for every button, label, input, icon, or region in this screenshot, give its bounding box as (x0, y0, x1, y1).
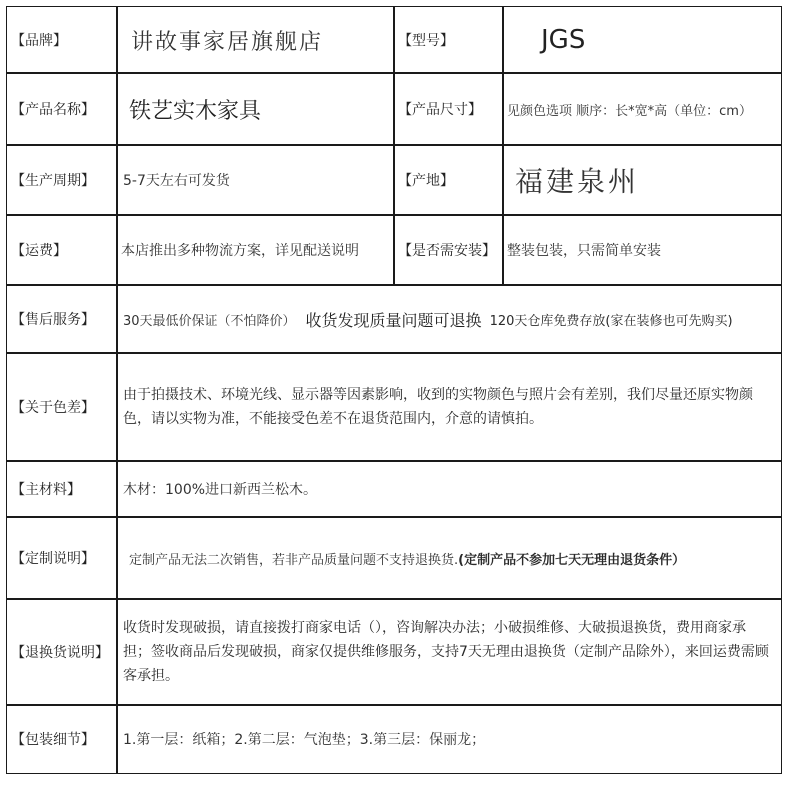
after-sales-label: 【售后服务】 (11, 312, 95, 328)
model-value: JGS (541, 25, 586, 55)
model-label-cell (393, 6, 504, 74)
brand-label: 【品牌】 (11, 33, 67, 49)
origin-value: 福建泉州 (515, 165, 640, 198)
install-value: 整装包装，只需简单安装 (507, 243, 661, 259)
return-label-cell (6, 598, 118, 706)
product-size-label: 【产品尺寸】 (398, 102, 482, 118)
main-material-label: 【主材料】 (11, 482, 81, 498)
freight-label-cell (6, 214, 118, 286)
product-info-table (6, 6, 782, 774)
custom-label-cell (6, 516, 118, 600)
origin-label: 【产地】 (398, 173, 454, 189)
freight-label: 【运费】 (11, 243, 67, 259)
custom-no-return-text: (定制产品不参加七天无理由退货条件） (458, 552, 686, 568)
name-value-cell (116, 72, 395, 146)
material-value-cell (116, 460, 782, 518)
custom-note-text: 定制产品无法二次销售，若非产品质量问题不支持退换货. (129, 552, 459, 568)
service-label-cell (6, 284, 118, 354)
period-value-cell (116, 144, 395, 216)
freight-value: 本店推出多种物流方案，详见配送说明 (121, 243, 359, 259)
name-label-cell (6, 72, 118, 146)
pack-value-cell (116, 704, 782, 774)
brand-label-cell (6, 6, 118, 74)
period-label-cell (6, 144, 118, 216)
color-difference-label: 【关于色差】 (11, 400, 95, 416)
price-guarantee-text: 30天最低价保证（不怕降价） (123, 313, 296, 329)
brand-value-cell (116, 6, 395, 74)
color-difference-text: 由于拍摄技术、环境光线、显示器等因素影响，收到的实物颜色与照片会有差别，我们尽量还原实物颜色，请以实物为准，不能接受色差不在退货范围内，介意的请慎拍。 (123, 387, 753, 427)
model-value-cell (502, 6, 782, 74)
color-label-cell (6, 352, 118, 462)
main-material-value: 木材：100%进口新西兰松木。 (123, 482, 318, 498)
size-value-cell (502, 72, 782, 146)
return-value-cell (116, 598, 782, 706)
production-period-value: 5-7天左右可发货 (123, 173, 230, 189)
freight-value-cell (116, 214, 395, 286)
origin-value-cell (502, 144, 782, 216)
free-storage-text: 120天仓库免费存放(家在装修也可先购买) (489, 313, 733, 329)
origin-label-cell (393, 144, 504, 216)
material-label-cell (6, 460, 118, 518)
product-name-label: 【产品名称】 (11, 102, 95, 118)
product-name-value: 铁艺实木家具 (129, 98, 262, 124)
service-value-cell (116, 284, 782, 354)
custom-value-cell (116, 516, 782, 600)
quality-return-text: 收货发现质量问题可退换 (305, 310, 482, 330)
install-value-cell (502, 214, 782, 286)
return-policy-label: 【退换货说明】 (11, 645, 109, 661)
install-label: 【是否需安装】 (398, 243, 496, 259)
production-period-label: 【生产周期】 (11, 173, 95, 189)
size-label-cell (393, 72, 504, 146)
install-label-cell (393, 214, 504, 286)
pack-label-cell (6, 704, 118, 774)
packaging-value: 1.第一层：纸箱；2.第二层：气泡垫；3.第三层：保丽龙； (123, 732, 486, 748)
model-label: 【型号】 (398, 33, 454, 49)
packaging-label: 【包装细节】 (11, 732, 95, 748)
product-size-value: 见颜色选项 顺序：长*宽*高（单位：cm） (507, 103, 752, 119)
custom-label: 【定制说明】 (11, 551, 95, 567)
color-value-cell (116, 352, 782, 462)
brand-value: 讲故事家居旗舰店 (131, 29, 324, 55)
return-policy-text: 收货时发现破损，请直接拨打商家电话（），咨询解决办法；小破损维修、大破损退换货，费用商家承担；签收商品后发现破损，商家仅提供维修服务，支持7天无理由退换货（定制产品除外），来回运费需顾客承担。 (123, 620, 769, 684)
